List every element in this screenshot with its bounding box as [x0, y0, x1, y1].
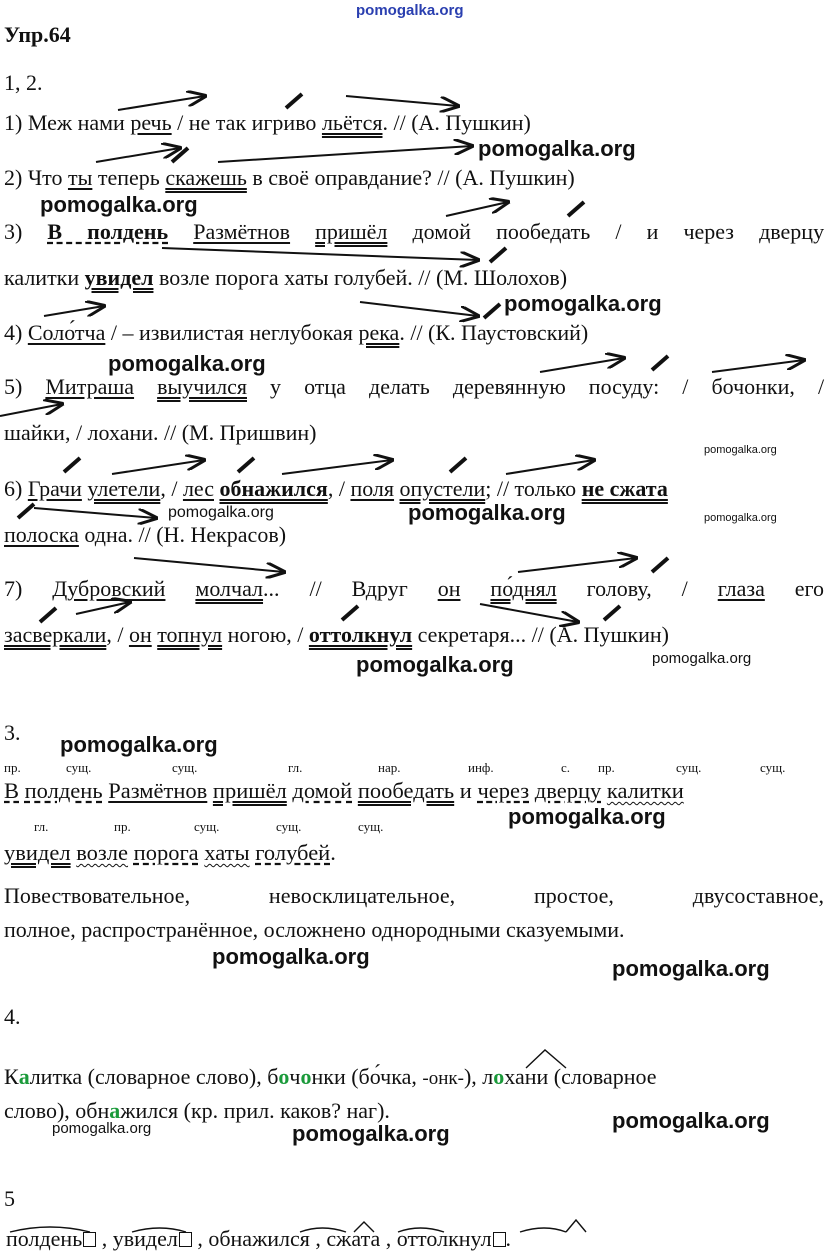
- num: 4): [4, 320, 28, 345]
- num: 3): [4, 219, 23, 244]
- text: ; // только: [485, 476, 582, 501]
- watermark: pomogalka.org: [212, 944, 370, 969]
- word: через: [477, 778, 530, 803]
- word: /: [615, 219, 622, 244]
- tick-icon: [450, 458, 466, 472]
- separator: .: [505, 1226, 512, 1251]
- predicate: улетели: [87, 476, 161, 501]
- pos-label: пр.: [598, 760, 615, 775]
- word: бочонки,: [711, 374, 795, 399]
- watermark: pomogalka.org: [704, 512, 777, 524]
- watermark: pomogalka.org: [704, 444, 777, 456]
- watermark: pomogalka.org: [60, 732, 218, 757]
- word: возле: [76, 840, 129, 865]
- subject: Дубровский: [52, 576, 166, 601]
- predicate: засверкали: [4, 622, 107, 647]
- separator: ,: [309, 1226, 327, 1251]
- num: 1): [4, 110, 28, 135]
- predicate: льётся: [321, 110, 383, 135]
- word: /: [681, 576, 688, 601]
- word: дверцу: [534, 778, 602, 803]
- root-arc-icon: [520, 1228, 566, 1232]
- watermark: pomogalka.org: [612, 1108, 770, 1133]
- watermark: pomogalka.org: [292, 1121, 450, 1146]
- watermark: pomogalka.org: [356, 652, 514, 677]
- word: порога: [133, 840, 199, 865]
- watermark: pomogalka.org: [168, 504, 274, 521]
- pos-label: пр.: [4, 760, 21, 775]
- arrow-icon: [346, 96, 458, 106]
- characteristic-line-2: полное, распространённое, осложнено однородными сказуемыми.: [4, 917, 625, 942]
- text: хани (словарное: [504, 1064, 657, 1089]
- watermark: pomogalka.org: [52, 1120, 152, 1137]
- tick-icon: [40, 608, 56, 622]
- suffix-mark: -онк-: [422, 1068, 464, 1089]
- arrow-icon: [118, 96, 205, 110]
- text: ногою, /: [222, 622, 309, 647]
- tick-icon: [64, 458, 80, 472]
- circumstance: В полдень: [47, 219, 169, 244]
- separator: ,: [380, 1226, 397, 1251]
- predicate: пришёл: [315, 219, 388, 244]
- separator: ,: [96, 1226, 113, 1251]
- subject: поля: [350, 476, 395, 501]
- text: , /: [106, 622, 129, 647]
- word: голову,: [586, 576, 652, 601]
- watermark: pomogalka.org: [408, 500, 566, 525]
- morpheme-word: полдень: [6, 1226, 83, 1251]
- vowel-highlight: о: [493, 1064, 505, 1089]
- text: нки (бо́чка,: [311, 1064, 423, 1089]
- arrow-icon: [480, 604, 578, 622]
- root-arc-icon: [300, 1228, 346, 1232]
- arrow-icon: [96, 148, 180, 162]
- word: В: [4, 778, 20, 803]
- pos-label: сущ.: [760, 760, 786, 775]
- word: отца: [304, 374, 346, 399]
- arrow-icon: [518, 558, 636, 572]
- arrows: [0, 96, 804, 622]
- word: двусоставное,: [692, 883, 825, 908]
- arrow-icon: [162, 248, 478, 260]
- word: деревянную: [452, 374, 566, 399]
- separator: ,: [191, 1226, 209, 1251]
- predicate: не сжата: [581, 476, 668, 501]
- subject: Грачи: [27, 476, 82, 501]
- text: / – извилистая неглубокая: [105, 320, 359, 345]
- section-label-4: 4.: [4, 1004, 21, 1029]
- text: теперь: [92, 165, 166, 190]
- morpheme-word: увидел: [112, 1226, 178, 1251]
- section-label-3: 3.: [4, 720, 21, 745]
- word: невосклицательное,: [268, 883, 456, 908]
- text: , /: [160, 476, 183, 501]
- word: через: [683, 219, 734, 244]
- subject: он: [437, 576, 461, 601]
- arrow-icon: [76, 602, 130, 614]
- word: калитки: [606, 778, 684, 803]
- word: .: [330, 840, 336, 865]
- tick-icon: [484, 304, 500, 318]
- predicate: выучился: [157, 374, 247, 399]
- arrow-icon: [112, 460, 204, 474]
- text: ), л: [463, 1064, 494, 1089]
- predicate: река: [358, 320, 400, 345]
- morpheme-word: оттолкнул: [396, 1226, 492, 1251]
- text: 2) Что: [4, 165, 68, 190]
- watermark-top: pomogalka.org: [356, 2, 464, 19]
- text: возле порога хаты голубей. // (М. Шолохов): [153, 265, 568, 290]
- pos-label: сущ.: [172, 760, 198, 775]
- morpheme-marks: [10, 1050, 586, 1232]
- word: пообедать: [496, 219, 591, 244]
- subject: речь: [130, 110, 172, 135]
- tick-icon: [286, 94, 302, 108]
- vowel-highlight: о: [278, 1064, 290, 1089]
- root-arc-icon: [10, 1227, 90, 1232]
- word: его: [794, 576, 825, 601]
- vowel-highlight: а: [109, 1098, 121, 1123]
- arrow-icon: [44, 306, 104, 316]
- tick-icon: [652, 558, 668, 572]
- subject: Митраша: [45, 374, 135, 399]
- predicate: молчал: [195, 576, 264, 601]
- pos-label: сущ.: [276, 819, 302, 834]
- tick-icon: [604, 606, 620, 620]
- subject: ты: [67, 165, 93, 190]
- tick-icon: [490, 248, 506, 262]
- watermark: pomogalka.org: [504, 291, 662, 316]
- arrow-icon: [218, 146, 472, 162]
- word: дверцу: [759, 219, 825, 244]
- word: /: [682, 374, 689, 399]
- text: слово), обн: [4, 1098, 110, 1123]
- arrow-icon: [360, 302, 478, 316]
- subject: лес: [182, 476, 214, 501]
- tick-icon: [652, 356, 668, 370]
- word: Вдруг: [351, 576, 408, 601]
- word: пришёл: [212, 778, 287, 803]
- predicate: скажешь: [165, 165, 247, 190]
- word: домой: [412, 219, 471, 244]
- text: жился (кр. прил. каков? наг).: [120, 1098, 390, 1123]
- arrow-icon: [0, 404, 62, 416]
- word: Размётнов: [108, 778, 208, 803]
- page-title: Упр.64: [4, 22, 71, 47]
- watermark: pomogalka.org: [108, 351, 266, 376]
- sentence-5-line-2: шайки, / лохани. // (М. Пришвин): [4, 420, 317, 445]
- pos-label: с.: [561, 760, 571, 775]
- suffix-arc-icon: [526, 1050, 566, 1068]
- text: . // (А. Пушкин): [382, 110, 531, 135]
- num: 6): [4, 476, 28, 501]
- text: К: [4, 1064, 19, 1089]
- vowel-highlight: о: [300, 1064, 312, 1089]
- tick-icon: [172, 148, 188, 162]
- word: у: [270, 374, 282, 399]
- vowel-highlight: а: [18, 1064, 30, 1089]
- arrow-icon: [34, 508, 156, 518]
- word: пообедать: [357, 778, 455, 803]
- tick-icon: [18, 504, 34, 518]
- tick-icon: [238, 458, 254, 472]
- subject: он: [128, 622, 152, 647]
- pos-label: гл.: [288, 760, 303, 775]
- watermark: pomogalka.org: [508, 804, 666, 829]
- text: / не так игриво: [171, 110, 322, 135]
- subject: Размётнов: [193, 219, 291, 244]
- text: в своё оправдание? // (А. Пушкин): [246, 165, 575, 190]
- subject: полоска: [4, 522, 79, 547]
- word: и: [646, 219, 659, 244]
- text: литка (словарное слово), б: [29, 1064, 279, 1089]
- word: голубей: [255, 840, 331, 865]
- word: домой: [292, 778, 353, 803]
- pos-label: нар.: [378, 760, 401, 775]
- word: простое,: [533, 883, 614, 908]
- arrow-icon: [282, 460, 392, 474]
- word: хаты: [204, 840, 250, 865]
- text: одна. // (Н. Некрасов): [78, 522, 287, 547]
- num: 7): [4, 576, 23, 601]
- arrow-icon: [540, 358, 624, 372]
- word: Повествовательное,: [4, 883, 191, 908]
- word: //: [309, 576, 322, 601]
- morpheme-word: сжата: [326, 1226, 381, 1251]
- predicate: топнул: [157, 622, 223, 647]
- pos-label: сущ.: [194, 819, 220, 834]
- suffix-mark-icon: [354, 1222, 374, 1232]
- suffix-mark-icon: [566, 1220, 586, 1232]
- word: полдень: [24, 778, 103, 803]
- word: и: [459, 778, 472, 803]
- pos-label: сущ.: [676, 760, 702, 775]
- text: Меж нами: [27, 110, 131, 135]
- word: посуду:: [588, 374, 660, 399]
- arrow-icon: [712, 360, 804, 372]
- num: 5): [4, 374, 23, 399]
- predicate: опустели: [399, 476, 486, 501]
- word: увидел: [4, 840, 71, 865]
- word: делать: [369, 374, 430, 399]
- text: ч: [289, 1064, 301, 1089]
- root-arc-icon: [398, 1228, 444, 1232]
- morpheme-word: обнажился: [208, 1226, 310, 1251]
- text: калитки: [4, 265, 85, 290]
- watermark: pomogalka.org: [478, 136, 636, 161]
- text: , /: [327, 476, 351, 501]
- predicate: обнажился: [219, 476, 328, 501]
- pos-label: пр.: [114, 819, 131, 834]
- word: /: [817, 374, 825, 399]
- tick-icon: [342, 606, 358, 620]
- watermark: pomogalka.org: [612, 956, 770, 981]
- arrow-icon: [134, 558, 284, 572]
- predicate: по́днял: [490, 576, 557, 601]
- pos-label: сущ.: [358, 819, 384, 834]
- stress-ticks: [18, 94, 668, 622]
- arrow-icon: [446, 202, 508, 216]
- text: секретаря... // (А. Пушкин): [412, 622, 669, 647]
- section-label-1-2: 1, 2.: [4, 70, 43, 95]
- predicate: оттолкнул: [308, 622, 413, 647]
- subject: Соло́тча: [27, 320, 106, 345]
- section-label-5: 5: [4, 1186, 15, 1211]
- subject: глаза: [717, 576, 765, 601]
- predicate: увидел: [84, 265, 154, 290]
- tick-icon: [568, 202, 584, 216]
- watermark: pomogalka.org: [652, 650, 752, 667]
- text: . // (К. Паустовский): [399, 320, 589, 345]
- text: ...: [263, 576, 280, 601]
- pos-label: гл.: [34, 819, 49, 834]
- watermark: pomogalka.org: [40, 192, 198, 217]
- arrow-icon: [506, 460, 594, 474]
- pos-label: инф.: [468, 760, 494, 775]
- pos-label: сущ.: [66, 760, 92, 775]
- root-arc-icon: [132, 1228, 186, 1232]
